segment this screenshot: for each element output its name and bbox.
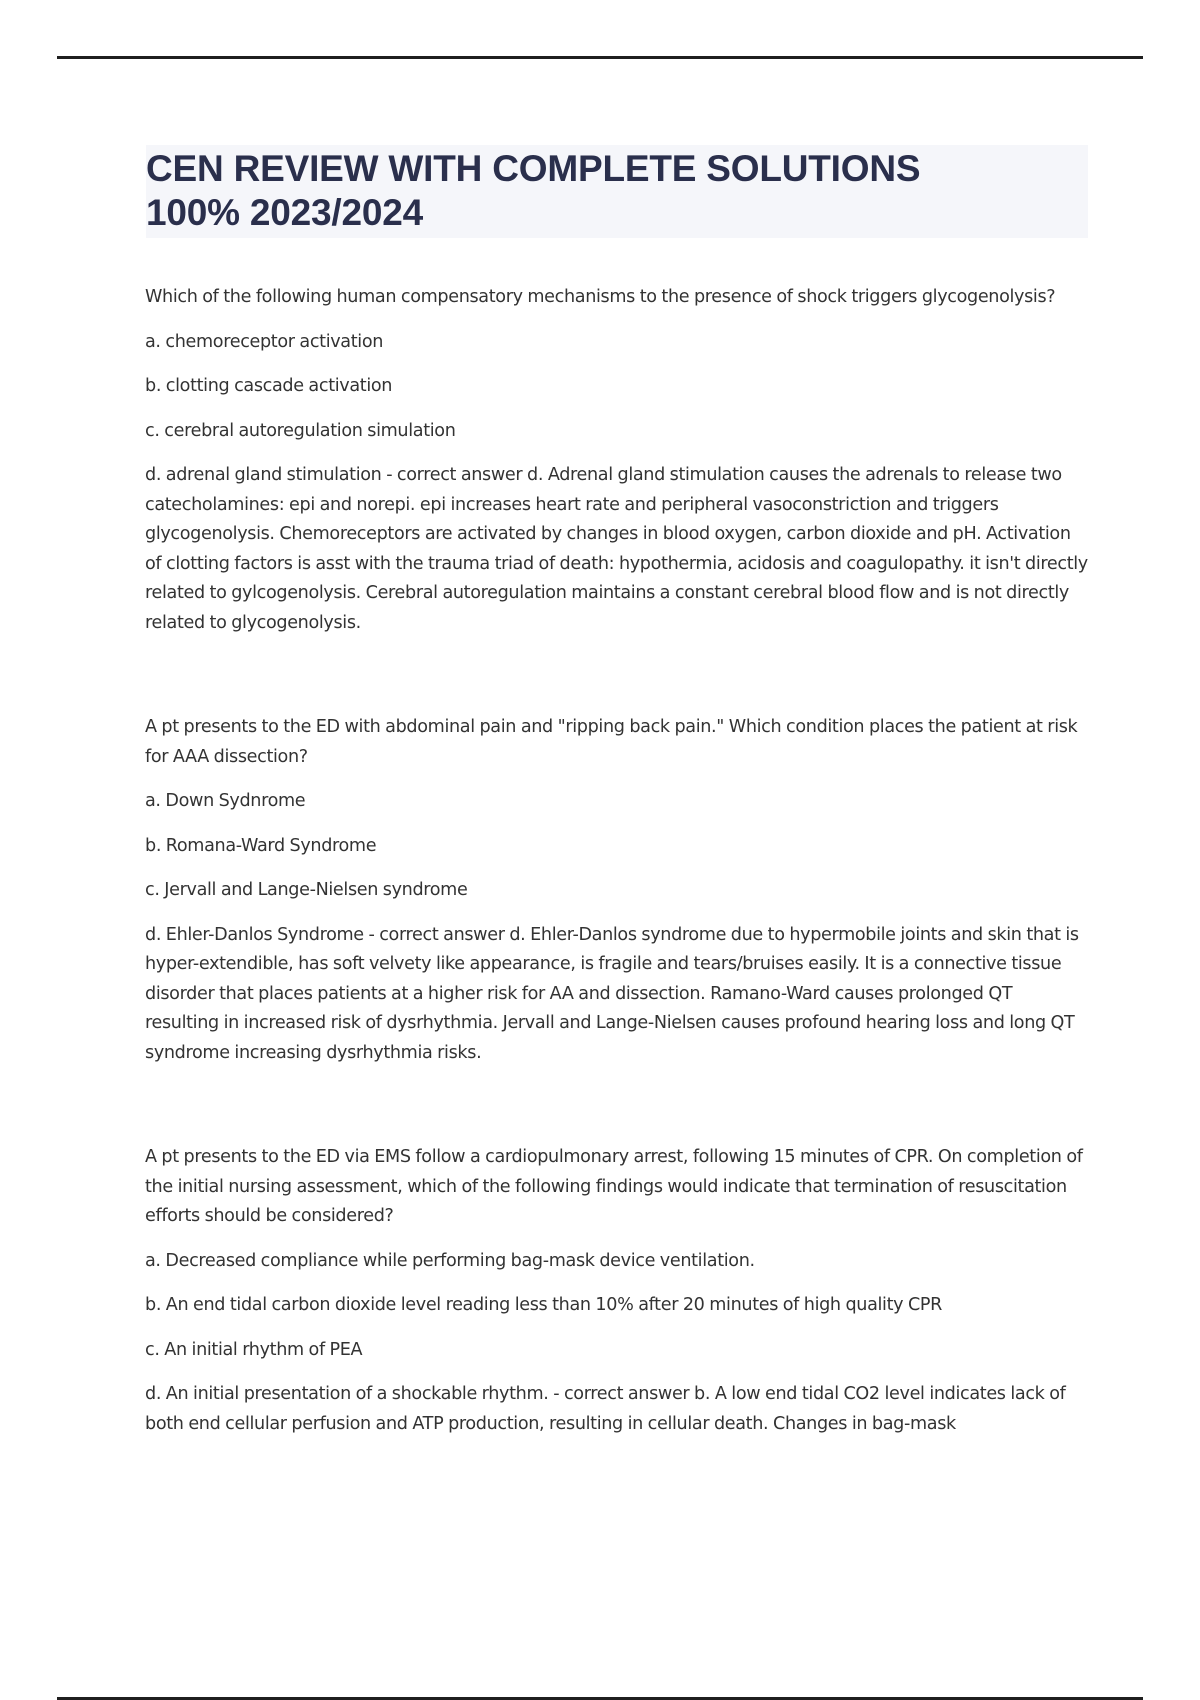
option-c: c. Jervall and Lange-Nielsen syndrome (145, 880, 468, 900)
answer-explanation: d. Ehler-Danlos Syndrome - correct answer d. Ehler-Danlos syndrome due to hypermobile joints and skin that is hyper-extendible, has soft velvety like appearance, is fragile and tears/bruises easily. It is a connective tissue disorder that places patients at a higher risk for AA and dissection. Ramano-Ward causes prolonged QT resulting in increased risk of dysrhythmia. Jervall and Lange-Nielsen causes profound hearing loss and long QT syndrome increasing dysrhythmia risks. (145, 924, 1079, 1063)
option-a: a. chemoreceptor activation (145, 331, 384, 352)
document-title (146, 145, 1088, 235)
question-stem: A pt presents to the ED with abdominal pain and "ripping back pain." Which condition places the patient at risk for AAA dissection? (145, 717, 1078, 767)
document-body (145, 283, 1090, 1514)
answer-explanation: d. An initial presentation of a shockable rhythm. - correct answer b. A low end tidal CO2 level indicates lack of both end cellular perfusion and ATP production, resulting in cellular death. Changes in bag-mask (145, 1384, 1066, 1434)
option-b: b. Romana-Ward Syndrome (145, 835, 377, 856)
title-line-1: CEN REVIEW WITH COMPLETE SOLUTIONS (146, 148, 921, 189)
option-a: a. Down Sydnrome (145, 791, 306, 811)
option-a: a. Decreased compliance while performing bag-mask device ventilation. (145, 1250, 755, 1271)
title-banner (146, 145, 1088, 238)
question-stem: A pt presents to the ED via EMS follow a cardiopulmonary arrest, following 15 minutes of CPR. On completion of the initial nursing assessment, which of the following findings would indicate that termination of resuscitation efforts should be considered? (145, 1147, 1083, 1226)
title-line-2: 100% 2023/2024 (146, 192, 424, 233)
option-b: b. An end tidal carbon dioxide level reading less than 10% after 20 minutes of high quality CPR (145, 1295, 943, 1315)
answer-explanation: d. adrenal gland stimulation - correct answer d. Adrenal gland stimulation causes the adrenals to release two catecholamines: epi and norepi. epi increases heart rate and peripheral vasoconstriction and triggers glycogenolysis. Chemoreceptors are activated by changes in blood oxygen, carbon dioxide and pH. Activation of clotting factors is asst with the trauma triad of death: hypothermia, acidosis and coagulopathy. it isn't directly related to gylcogenolysis. Cerebral autoregulation maintains a constant cerebral blood flow and is not directly related to glycogenolysis. (145, 465, 1088, 633)
option-c: c. An initial rhythm of PEA (145, 1339, 363, 1360)
option-c: c. cerebral autoregulation simulation (145, 420, 456, 441)
question-block-1 (145, 283, 1090, 638)
option-b: b. clotting cascade activation (145, 376, 393, 396)
top-divider (57, 56, 1143, 59)
question-block-3 (145, 1143, 1090, 1439)
question-block-2 (145, 713, 1090, 1068)
question-stem: Which of the following human compensatory mechanisms to the presence of shock triggers glycogenolysis? (145, 287, 1056, 307)
